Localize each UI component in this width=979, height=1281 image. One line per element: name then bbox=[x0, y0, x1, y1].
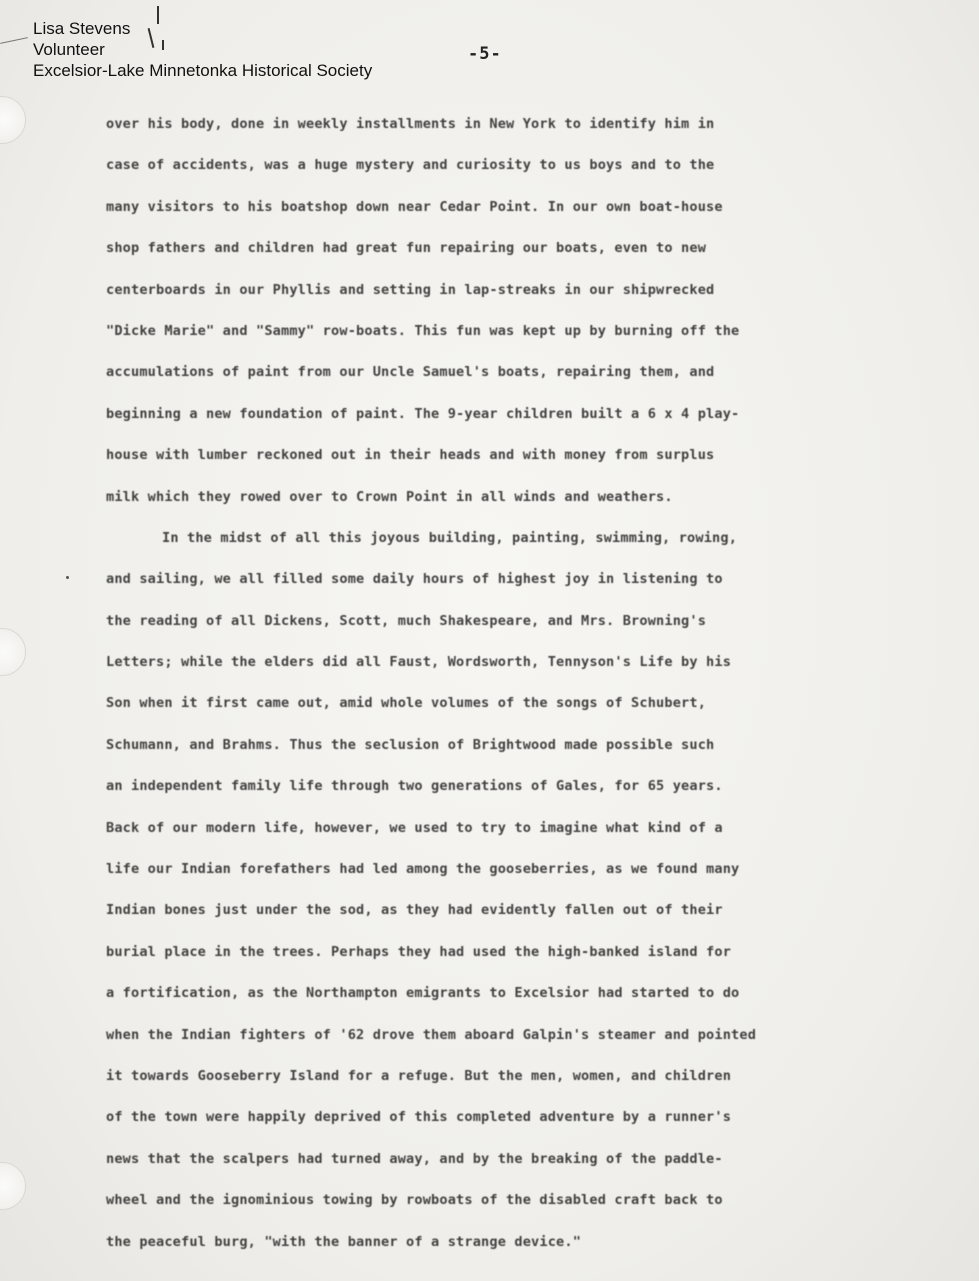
historical-society-name: Excelsior-Lake Minnetonka Historical Society bbox=[33, 61, 373, 80]
text-line: Schumann, and Brahms. Thus the seclusion of Brightwood made possible such bbox=[106, 736, 715, 753]
text-line: milk which they rowed over to Crown Point in all winds and weathers. bbox=[106, 488, 673, 505]
text-line: "Dicke Marie" and "Sammy" row-boats. This fun was kept up by burning off the bbox=[106, 322, 740, 339]
typed-body-text bbox=[106, 104, 918, 1263]
scan-line bbox=[0, 37, 28, 44]
dust-speck bbox=[66, 576, 69, 579]
text-line: of the town were happily deprived of this completed adventure by a runner's bbox=[106, 1109, 732, 1126]
page-number: -5- bbox=[468, 44, 502, 64]
volunteer-annotation bbox=[33, 18, 372, 81]
binder-hole-top bbox=[0, 96, 26, 144]
text-line: centerboards in our Phyllis and setting in lap-streaks in our shipwrecked bbox=[106, 281, 715, 298]
text-line: and sailing, we all filled some daily hours of highest joy in listening to bbox=[106, 571, 723, 588]
text-line: a fortification, as the Northampton emigrants to Excelsior had started to do bbox=[106, 985, 740, 1002]
text-line: shop fathers and children had great fun repairing our boats, even to new bbox=[106, 240, 707, 257]
text-line: an independent family life through two generations of Gales, for 65 years. bbox=[106, 778, 723, 795]
volunteer-role: Volunteer bbox=[33, 40, 105, 59]
text-line: Back of our modern life, however, we used to try to imagine what kind of a bbox=[106, 819, 723, 836]
text-line: news that the scalpers had turned away, and by the breaking of the paddle- bbox=[106, 1150, 723, 1167]
text-line: house with lumber reckoned out in their heads and with money from surplus bbox=[106, 447, 715, 464]
binder-hole-middle bbox=[0, 628, 26, 676]
text-line: beginning a new foundation of paint. The 9-year children built a 6 x 4 play- bbox=[106, 405, 740, 422]
text-line: burial place in the trees. Perhaps they had used the high-banked island for bbox=[106, 943, 732, 960]
volunteer-name: Lisa Stevens bbox=[33, 19, 131, 38]
binder-hole-bottom bbox=[0, 1162, 26, 1210]
text-line: In the midst of all this joyous building, painting, swimming, rowing, bbox=[162, 529, 738, 546]
text-line: when the Indian fighters of '62 drove them aboard Galpin's steamer and pointed bbox=[106, 1026, 757, 1043]
text-line: case of accidents, was a huge mystery and curiosity to us boys and to the bbox=[106, 157, 715, 174]
text-line: accumulations of paint from our Uncle Samuel's boats, repairing them, and bbox=[106, 364, 715, 381]
text-line: it towards Gooseberry Island for a refuge. But the men, women, and children bbox=[106, 1067, 732, 1084]
text-line: life our Indian forefathers had led among the gooseberries, as we found many bbox=[106, 861, 740, 878]
text-line: the reading of all Dickens, Scott, much Shakespeare, and Mrs. Browning's bbox=[106, 612, 707, 629]
text-line: Son when it first came out, amid whole volumes of the songs of Schubert, bbox=[106, 695, 707, 712]
text-line: Letters; while the elders did all Faust, Wordsworth, Tennyson's Life by his bbox=[106, 654, 732, 671]
text-line: wheel and the ignominious towing by rowboats of the disabled craft back to bbox=[106, 1192, 723, 1209]
text-line: Indian bones just under the sod, as they had evidently fallen out of their bbox=[106, 902, 723, 919]
text-line: the peaceful burg, "with the banner of a strange device." bbox=[106, 1233, 582, 1250]
text-line: many visitors to his boatshop down near Cedar Point. In our own boat-house bbox=[106, 198, 723, 215]
text-line: over his body, done in weekly installments in New York to identify him in bbox=[106, 116, 715, 132]
